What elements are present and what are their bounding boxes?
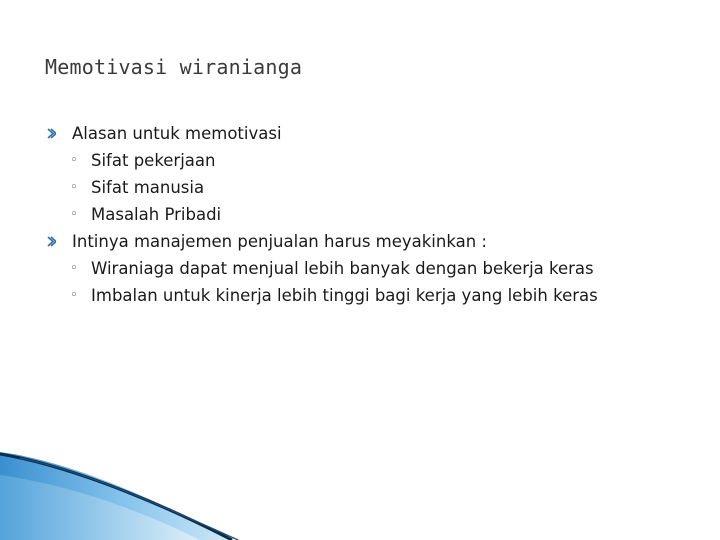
slide-title: Memotivasi wiranianga	[45, 55, 303, 79]
sub-bullet	[22, 174, 712, 201]
bullet-item-text-row	[22, 228, 712, 255]
sub-bullet	[22, 255, 712, 282]
corner-wave-decoration	[0, 440, 720, 540]
sub-bullet-icon: ◦	[70, 153, 78, 168]
bullet-text: Intinya manajemen penjualan harus meyakinkan :	[72, 232, 487, 251]
sub-bullet-text: Sifat pekerjaan	[91, 151, 216, 170]
sub-bullet	[22, 201, 712, 228]
bullet-item	[22, 228, 712, 309]
sub-bullet	[22, 282, 712, 309]
sub-bullet-text: Wiraniaga dapat menjual lebih banyak dengan bekerja keras	[91, 259, 594, 278]
sub-bullet-icon: ◦	[70, 288, 78, 303]
sub-bullet-text: Masalah Pribadi	[91, 205, 222, 224]
sub-bullet-icon: ◦	[70, 207, 78, 222]
sub-bullet-text: Sifat manusia	[91, 178, 205, 197]
sub-bullet-icon: ◦	[70, 261, 78, 276]
bullet-item	[22, 120, 712, 228]
bullet-list	[22, 120, 712, 309]
bullet-text: Alasan untuk memotivasi	[72, 124, 282, 143]
bullet-item-text-row	[22, 120, 712, 147]
sub-bullet-icon: ◦	[70, 180, 78, 195]
sub-bullet-text: Imbalan untuk kinerja lebih tinggi bagi kerja yang lebih keras	[91, 286, 598, 305]
sub-bullet	[22, 147, 712, 174]
